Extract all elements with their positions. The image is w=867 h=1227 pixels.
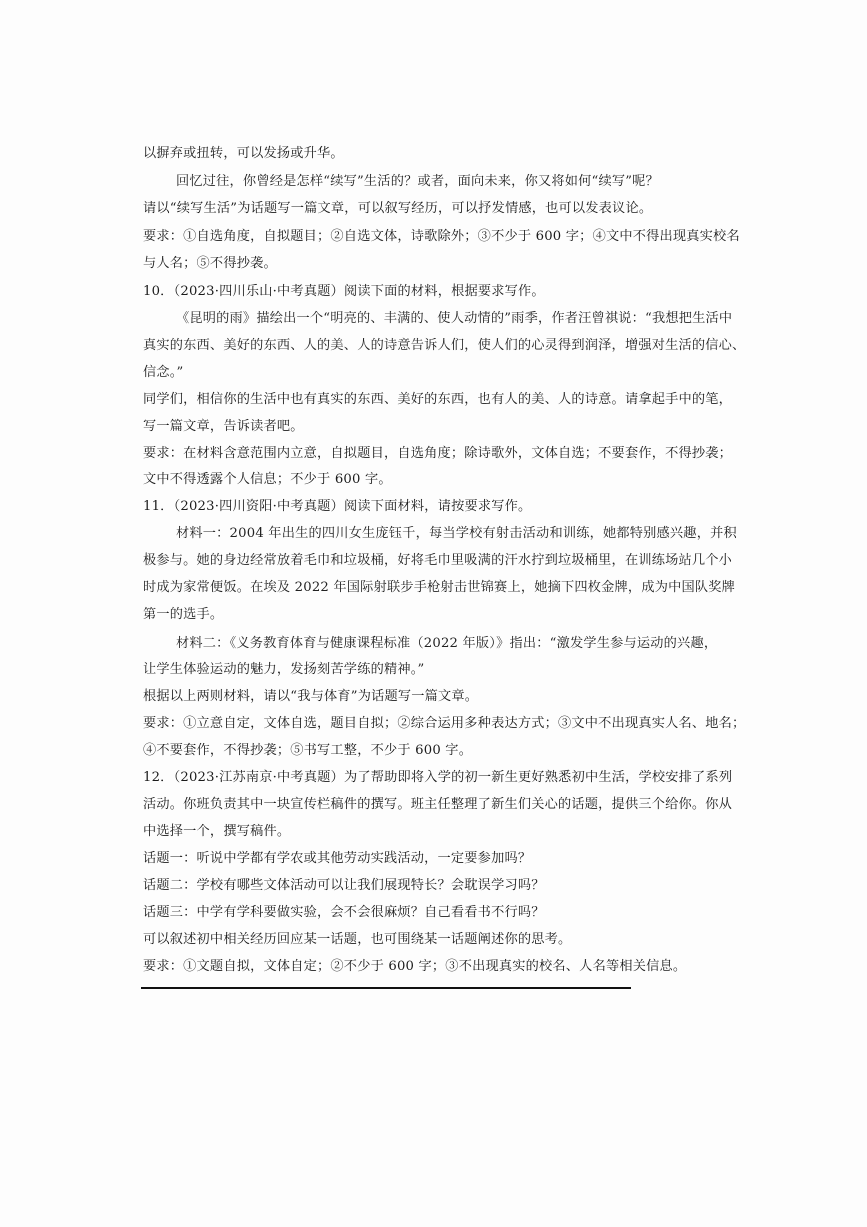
material-line: 材料二：《义务教育体育与健康课程标准（2022 年版）》指出：“激发学生参与运动的兴趣， (176, 636, 718, 651)
requirement-line: 要求：在材料含意范围内立意，自拟题目，自选角度；除诗歌外，文体自选；不要套作，不得抄袭； (143, 446, 733, 461)
horizontal-rule (141, 987, 631, 989)
material-line: 极参与。她的身边经常放着毛巾和垃圾桶，好将毛巾里吸满的汗水拧到垃圾桶里，在训练场站几个小 (143, 553, 733, 568)
topic-line: 话题一：听说中学都有学农或其他劳动实践活动，一定要参加吗？ (143, 851, 532, 866)
material-line: 真实的东西、美好的东西、人的美、人的诗意告诉人们，使人们的心灵得到润泽，增强对生活的信心、 (143, 338, 746, 353)
question-heading: 10．（2023·四川乐山·中考真题）阅读下面的材料，根据要求写作。 (143, 284, 545, 299)
material-line: 让学生体验运动的魅力，发扬刻苦学练的精神。” (143, 662, 425, 677)
text-line: 可以叙述初中相关经历回应某一话题，也可围绕某一话题阐述你的思考。 (143, 932, 572, 947)
material-line: 《昆明的雨》描绘出一个“明亮的、丰满的、使人动情的”雨季，作者汪曾祺说：“我想把生活中 (176, 311, 733, 326)
question-heading: 12．（2023·江苏南京·中考真题）为了帮助即将入学的初一新生更好熟悉初中生活，学校安排了系列 (143, 770, 733, 785)
text-line: 回忆过往，你曾经是怎样“续写”生活的？或者，面向未来，你又将如何“续写”呢？ (176, 174, 659, 189)
requirement-line: 要求：①自选角度，自拟题目；②自选文体，诗歌除外；③不少于 600 字；④文中不得出现真实校名 (143, 229, 740, 244)
requirement-line: ④不要套作，不得抄袭；⑤书写工整，不少于 600 字。 (143, 743, 473, 758)
material-line: 信念。” (143, 365, 184, 380)
topic-line: 话题三：中学有学科要做实验，会不会很麻烦？自己看看书不行吗？ (143, 905, 545, 920)
requirement-line: 文中不得透露个人信息；不少于 600 字。 (143, 472, 392, 487)
text-line: 活动。你班负责其中一块宣传栏稿件的撰写。班主任整理了新生们关心的话题，提供三个给你。你从 (143, 797, 733, 812)
text-line: 同学们，相信你的生活中也有真实的东西、美好的东西，也有人的美、人的诗意。请拿起手中的笔， (143, 392, 733, 407)
text-line: 请以“续写生活”为话题写一篇文章，可以叙写经历，可以抒发情感，也可以发表议论。 (143, 201, 653, 216)
material-line: 材料一：2004 年出生的四川女生庞钰千，每当学校有射击活动和训练，她都特别感兴趣，并积 (176, 526, 737, 541)
requirement-line: 要求：①文题自拟，文体自定；②不少于 600 字；③不出现真实的校名、人名等相关信息。 (143, 959, 687, 974)
material-line: 时成为家常便饭。在埃及 2022 年国际射联步手枪射击世锦赛上，她摘下四枚金牌，成为中国队奖牌 (143, 580, 736, 595)
text-line: 根据以上两则材料，请以“我与体育”为话题写一篇文章。 (143, 689, 479, 704)
text-line: 以摒弃或扭转，可以发扬或升华。 (143, 146, 344, 161)
requirement-line: 要求：①立意自定，文体自选，题目自拟；②综合运用多种表达方式；③文中不出现真实人名、地名； (143, 716, 746, 731)
requirement-line: 与人名；⑤不得抄袭。 (143, 256, 277, 271)
text-line: 中选择一个，撰写稿件。 (143, 824, 291, 839)
text-line: 写一篇文章，告诉读者吧。 (143, 419, 304, 434)
topic-line: 话题二：学校有哪些文体活动可以让我们展现特长？会耽误学习吗？ (143, 878, 545, 893)
question-heading: 11．（2023·四川资阳·中考真题）阅读下面材料，请按要求写作。 (143, 499, 532, 514)
material-line: 第一的选手。 (143, 607, 224, 622)
